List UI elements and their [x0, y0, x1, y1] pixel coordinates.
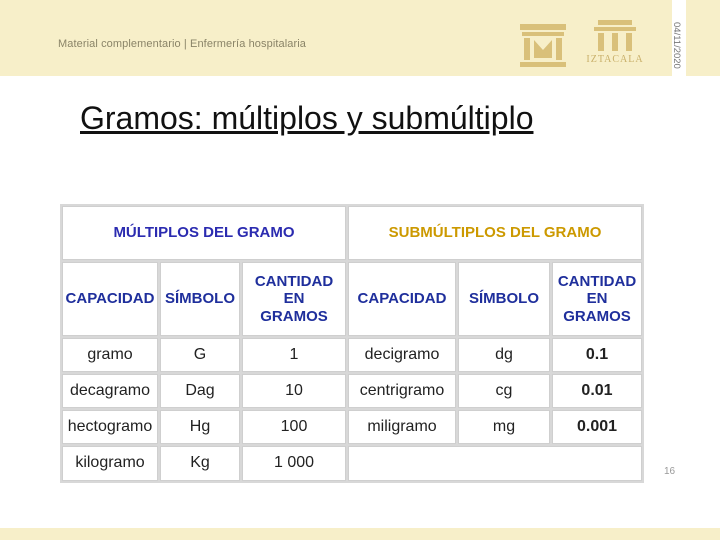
table-cell: mg — [458, 410, 550, 444]
table-cell: 100 — [242, 410, 346, 444]
table-cell: decigramo — [348, 338, 456, 372]
submultiples-title: SUBMÚLTIPLOS DEL GRAMO — [348, 206, 642, 260]
header-cantidad: CANTIDAD EN GRAMOS — [242, 262, 346, 336]
unam-logo-icon — [518, 18, 568, 70]
table-cell: Kg — [160, 446, 240, 481]
table-cell: gramo — [62, 338, 158, 372]
table-cell: 0.01 — [552, 374, 642, 408]
logo-caption: IZTACALA — [586, 54, 644, 65]
table-cell: kilogramo — [62, 446, 158, 481]
page-number: 16 — [664, 466, 676, 477]
table-cell: cg — [458, 374, 550, 408]
table-cell: 0.001 — [552, 410, 642, 444]
table-cell: centrigramo — [348, 374, 456, 408]
table-cell: 10 — [242, 374, 346, 408]
table-cell: miligramo — [348, 410, 456, 444]
empty-cell — [348, 446, 642, 481]
header-capacidad-sub: CAPACIDAD — [348, 262, 456, 336]
header-simbolo: SÍMBOLO — [160, 262, 240, 336]
header-subtitle: Material complementario | Enfermería hospitalaria — [58, 38, 307, 50]
header-cantidad-sub: CANTIDAD EN GRAMOS — [552, 262, 642, 336]
table-cell: 1 — [242, 338, 346, 372]
slide-title: Gramos: múltiplos y submúltiplo — [80, 100, 534, 136]
header-simbolo-sub: SÍMBOLO — [458, 262, 550, 336]
bottom-band — [0, 528, 720, 540]
table-cell: 1 000 — [242, 446, 346, 481]
table-cell: decagramo — [62, 374, 158, 408]
grams-table — [60, 204, 644, 483]
table-cell: Hg — [160, 410, 240, 444]
slide-date: 04/11/2020 — [671, 22, 682, 69]
table-cell: 0.1 — [552, 338, 642, 372]
table-cell: dg — [458, 338, 550, 372]
header-capacidad: CAPACIDAD — [62, 262, 158, 336]
table-cell: hectogramo — [62, 410, 158, 444]
table-cell: G — [160, 338, 240, 372]
table-cell: Dag — [160, 374, 240, 408]
multiples-title: MÚLTIPLOS DEL GRAMO — [62, 206, 346, 260]
